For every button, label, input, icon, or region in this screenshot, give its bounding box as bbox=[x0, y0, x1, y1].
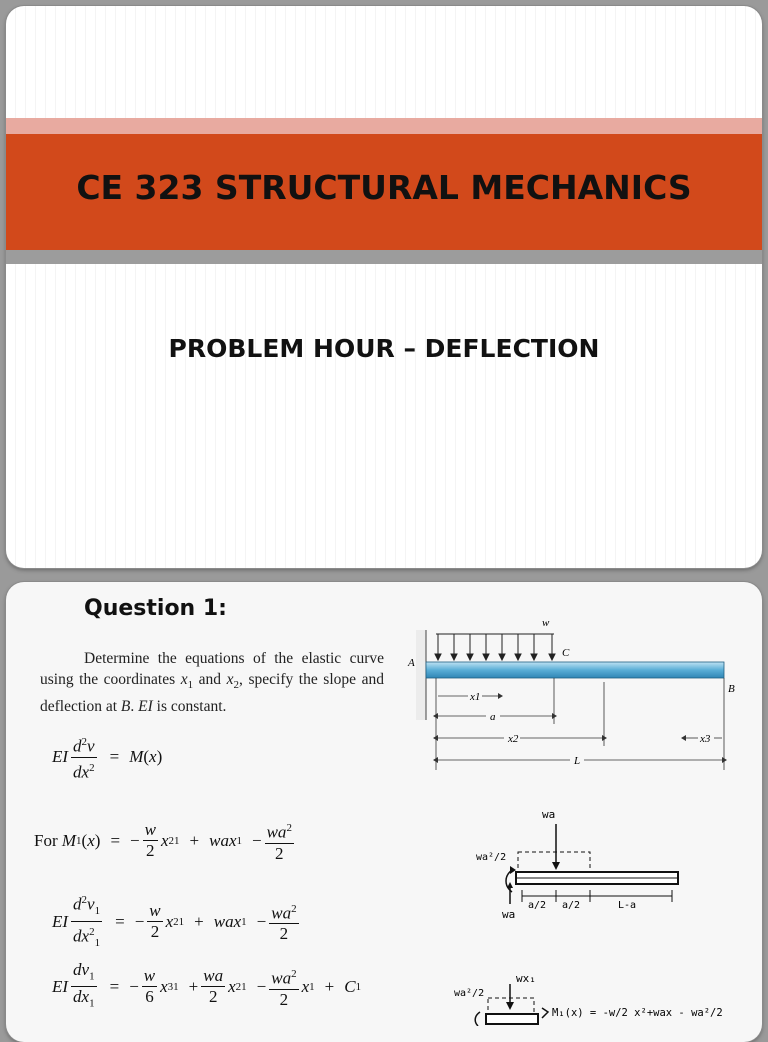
fbd1-force-label: wa bbox=[542, 808, 556, 821]
distributed-load bbox=[435, 634, 555, 660]
free-body-diagram-2 bbox=[450, 966, 750, 1026]
question-slide bbox=[6, 582, 762, 1042]
label-x2: x2 bbox=[508, 733, 519, 745]
fbd1-segment-2: a/2 bbox=[562, 900, 581, 911]
equation-moment: For M 1 ( x ) = − $\frac{w}{2}$ x 2 1 + wax 1 − $\frac{wa^2}{2}$ bbox=[34, 818, 297, 864]
label-B: B bbox=[728, 683, 735, 695]
fbd1-reaction-label: wa bbox=[502, 908, 516, 921]
gray-accent-band bbox=[6, 250, 762, 264]
label-A: A bbox=[408, 657, 415, 669]
label-a: a bbox=[490, 711, 496, 723]
fbd1-moment-label: wa²/2 bbox=[476, 852, 507, 863]
slide-subtitle: PROBLEM HOUR – DEFLECTION bbox=[168, 334, 600, 363]
fixed-support bbox=[416, 630, 426, 720]
question-title: Question 1: bbox=[84, 596, 227, 621]
course-title: CE 323 STRUCTURAL MECHANICS bbox=[76, 168, 692, 207]
label-C: C bbox=[562, 647, 570, 659]
fbd2-force-label: wx₁ bbox=[516, 972, 536, 985]
free-body-diagram-1 bbox=[472, 804, 722, 934]
fbd1-segment-3: L-a bbox=[618, 900, 637, 911]
title-slide bbox=[6, 6, 762, 568]
beam-diagram bbox=[402, 612, 742, 782]
label-x3: x3 bbox=[700, 733, 711, 745]
fbd2-moment-label: wa²/2 bbox=[454, 988, 485, 999]
beam bbox=[426, 662, 724, 678]
fbd2-equation: M₁(x) = -w/2 x²+wax - wa²/2 bbox=[552, 1007, 723, 1019]
equation-general: EI $\frac{d^2v}{dx^2}$ = M ( x ) bbox=[52, 732, 162, 782]
fbd1-segment-1: a/2 bbox=[528, 900, 547, 911]
pink-accent-band bbox=[6, 118, 762, 134]
equation-first-derivative: EI $\frac{dv_1}{dx_1}$ = − $\frac{w}{6}$ x 3 1 + $\frac{wa}{2}$ x 2 1 − $\frac{wa^2}{2}$ x 1 + C 1 bbox=[52, 960, 362, 1010]
label-x1: x1 bbox=[470, 691, 481, 703]
label-w: w bbox=[542, 617, 550, 629]
problem-statement: Determine the equations of the elastic curve using the coordinates $x_1$ and $x_2$, specify the slope and deflection at B. EI is constant. bbox=[40, 650, 384, 716]
label-L: L bbox=[574, 755, 581, 767]
equation-second-derivative: EI $\frac{d^2v_1}{dx^2_1}$ = − $\frac{w}{2}$ x 2 1 + wax 1 − $\frac{wa^2}{2}$ bbox=[52, 890, 302, 953]
